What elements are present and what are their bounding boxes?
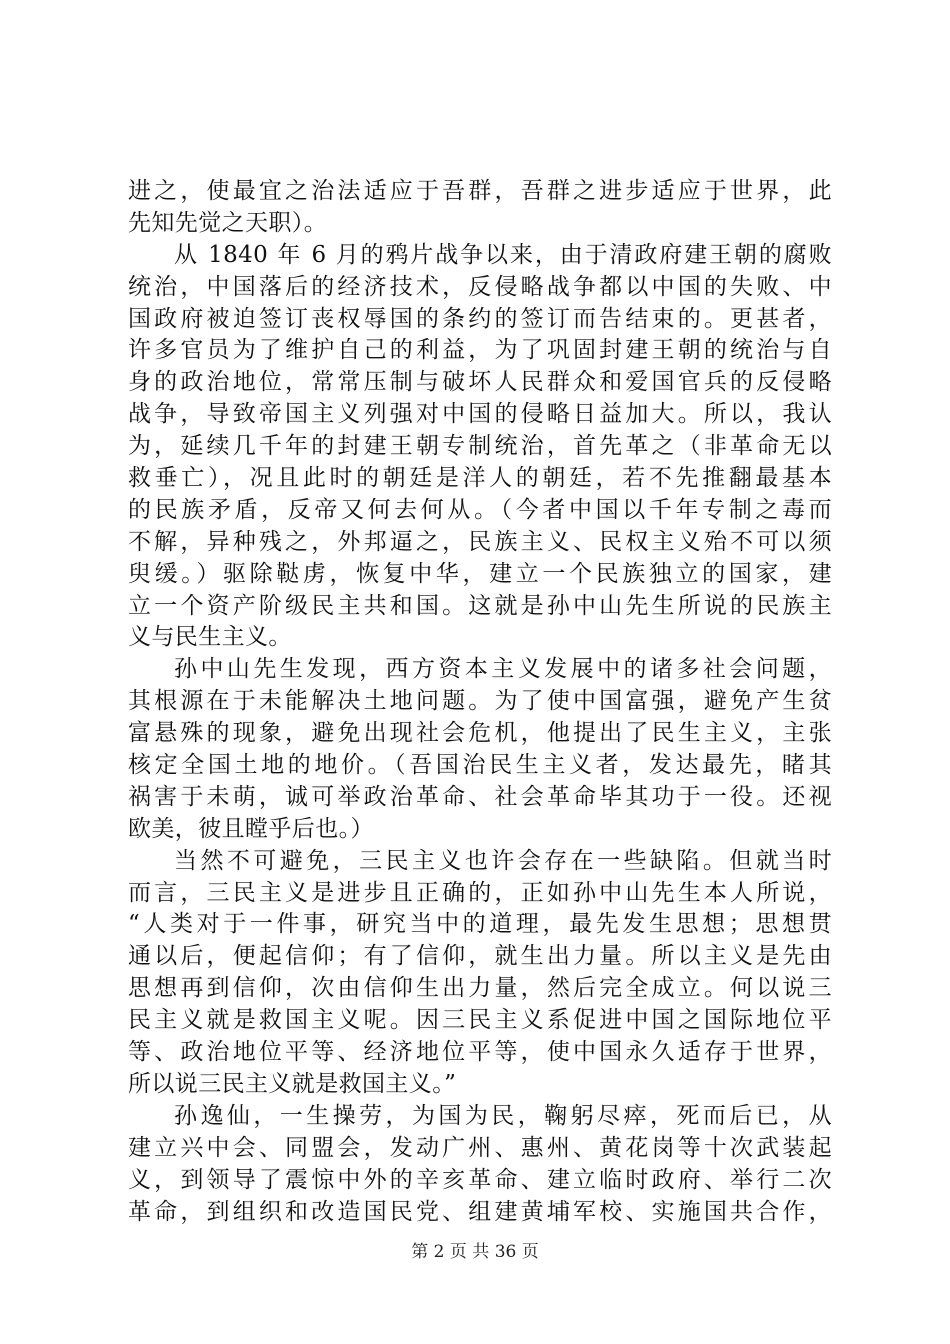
text-line: 义与民生主义。 [128,624,292,651]
text-line: 战争，导致帝国主义列强对中国的侵略日益加大。所以，我认 [128,401,832,428]
text-line: 革命，到组织和改造国民党、组建黄埔军校、实施国共合作， [128,1198,832,1225]
text-line: 义，到领导了震惊中外的辛亥革命、建立临时政府、举行二次 [128,1166,832,1193]
text-line: 当然不可避免，三民主义也许会存在一些缺陷。但就当时 [174,847,832,874]
text-line: 孙中山先生发现，西方资本主义发展中的诸多社会问题， [174,656,832,683]
text-line: 立一个资产阶级民主共和国。这就是孙中山先生所说的民族主 [128,592,832,619]
text-line: 欧美，彼且瞠乎后也。） [128,815,374,842]
body-text [128,176,832,1228]
text-line: “人类对于一件事，研究当中的道理，最先发生思想；思想贯 [128,911,832,938]
text-line: 建立兴中会、同盟会，发动广州、惠州、黄花岗等十次武装起 [128,1134,832,1161]
text-line: 不解，异种残之，外邦逼之，民族主义、民权主义殆不可以须 [128,528,832,555]
text-line: 民主义就是救国主义呢。因三民主义系促进中国之国际地位平 [128,1007,832,1034]
text-line: 其根源在于未能解决土地问题。为了使中国富强，避免产生贫 [128,688,832,715]
text-line: 国政府被迫签订丧权辱国的条约的签订而告结束的。更甚者， [128,305,832,332]
text-line: 富悬殊的现象，避免出现社会危机，他提出了民生主义，主张 [128,720,832,747]
text-line: 许多官员为了维护自己的利益，为了巩固封建王朝的统治与自 [128,337,832,364]
text-line: 孙逸仙，一生操劳，为国为民，鞠躬尽瘁，死而后已，从 [174,1102,832,1129]
text-line: 而言，三民主义是进步且正确的，正如孙中山先生本人所说， [128,879,832,906]
text-line: 祸害于未萌，诚可举政治革命、社会革命毕其功于一役。还视 [128,783,832,810]
text-line: 身的政治地位，常常压制与破坏人民群众和爱国官兵的反侵略 [128,369,832,396]
text-line: 所以说三民主义就是救国主义。” [128,1070,457,1097]
text-line: 从 1840 年 6 月的鸦片战争以来，由于清政府建王朝的腐败 [174,241,832,268]
text-line: 进之，使最宜之治法适应于吾群，吾群之进步适应于世界，此 [128,178,832,204]
text-line: 臾缓。）驱除鞑虏，恢复中华，建立一个民族独立的国家，建 [128,560,832,587]
text-line: 先知先觉之天职）。 [128,209,328,236]
text-line: 核定全国土地的地价。（吾国治民生主义者，发达最先，睹其 [128,752,832,779]
text-line: 为，延续几千年的封建王朝专制统治，首先革之（非革命无以 [128,433,832,460]
text-line: 统治，中国落后的经济技术，反侵略战争都以中国的失败、中 [128,273,832,300]
text-line: 通以后，便起信仰；有了信仰，就生出力量。所以主义是先由 [128,943,832,970]
page-footer: 第 2 页 共 36 页 [411,1242,539,1262]
text-line: 救垂亡），况且此时的朝廷是洋人的朝廷，若不先推翻最基本 [128,465,832,492]
text-line: 的民族矛盾，反帝又何去何从。（今者中国以千年专制之毒而 [128,496,832,523]
text-line: 思想再到信仰，次由信仰生出力量，然后完全成立。何以说三 [128,975,832,1002]
text-line: 等、政治地位平等、经济地位平等，使中国永久适存于世界， [128,1039,832,1066]
